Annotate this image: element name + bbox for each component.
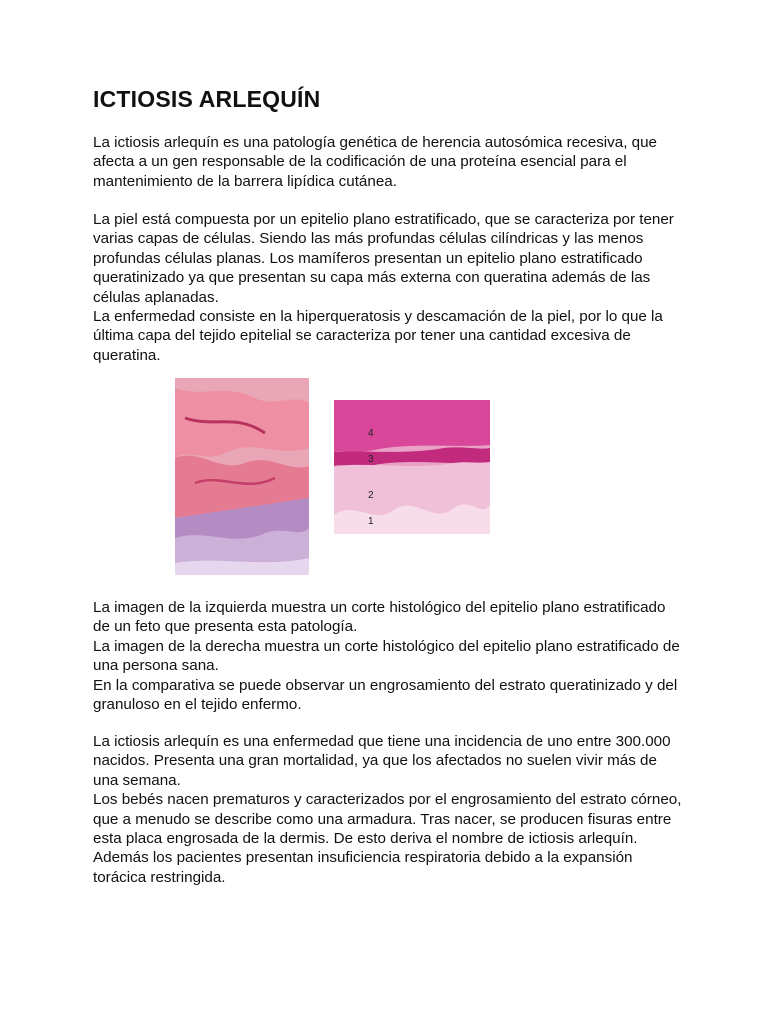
paragraph-skin [93, 210, 683, 365]
paragraph-text: La ictiosis arlequín es una patología genética de herencia autosómica recesiva, que afecta a un gen responsable de la codificación de una proteína esencial para el mantenimiento de la barrera lipídica cutánea. [93, 134, 657, 190]
histology-image-diseased [175, 378, 309, 575]
document-title: ICTIOSIS ARLEQUÍN [93, 86, 321, 112]
layer-label: 1 [368, 516, 374, 527]
paragraph-text: Los bebés nacen prematuros y caracterizados por el engrosamiento del estrato córneo, que a menudo se describe como una armadura. Tras nacer, se producen fisuras entre esta placa engrosada de la dermis. De esto deriva el nombre de ictiosis arlequín. Además los pacientes presentan insuficiencia respiratoria debido a la expansión torácica restringida. [93, 791, 682, 886]
histology-right-drawing [334, 400, 490, 534]
paragraph-images [93, 598, 683, 714]
paragraph-text: La piel está compuesta por un epitelio plano estratificado, que se caracteriza por tener varias capas de células. Siendo las más profundas células cilíndricas y las menos profundas células planas. Los mamíferos presentan un epitelio plano estratificado queratinizado ya que presentan su capa más externa con queratina además de las células aplanadas. [93, 211, 674, 306]
histology-left-drawing [175, 378, 309, 575]
figure-row [0, 378, 768, 578]
layer-label: 3 [368, 454, 374, 465]
layer-label: 2 [368, 490, 374, 501]
paragraph-text: En la comparativa se puede observar un engrosamiento del estrato queratinizado y del granuloso en el tejido enfermo. [93, 676, 678, 714]
paragraph-text: La enfermedad consiste en la hiperqueratosis y descamación de la piel, por lo que la última capa del tejido epitelial se caracteriza por tener una cantidad excesiva de queratina. [93, 308, 663, 364]
paragraph-incidence [93, 732, 683, 887]
histology-image-healthy [334, 400, 490, 534]
paragraph-text: La ictiosis arlequín es una enfermedad que tiene una incidencia de uno entre 300.000 nacidos. Presenta una gran mortalidad, ya que los afectados no suelen vivir más de una semana. [93, 733, 671, 789]
paragraph-text: La imagen de la izquierda muestra un corte histológico del epitelio plano estratificado de un feto que presenta esta patología. [93, 599, 666, 636]
paragraph-intro [93, 133, 683, 191]
layer-label: 4 [368, 428, 374, 439]
paragraph-text: La imagen de la derecha muestra un corte histológico del epitelio plano estratificado de una persona sana. [93, 637, 680, 675]
